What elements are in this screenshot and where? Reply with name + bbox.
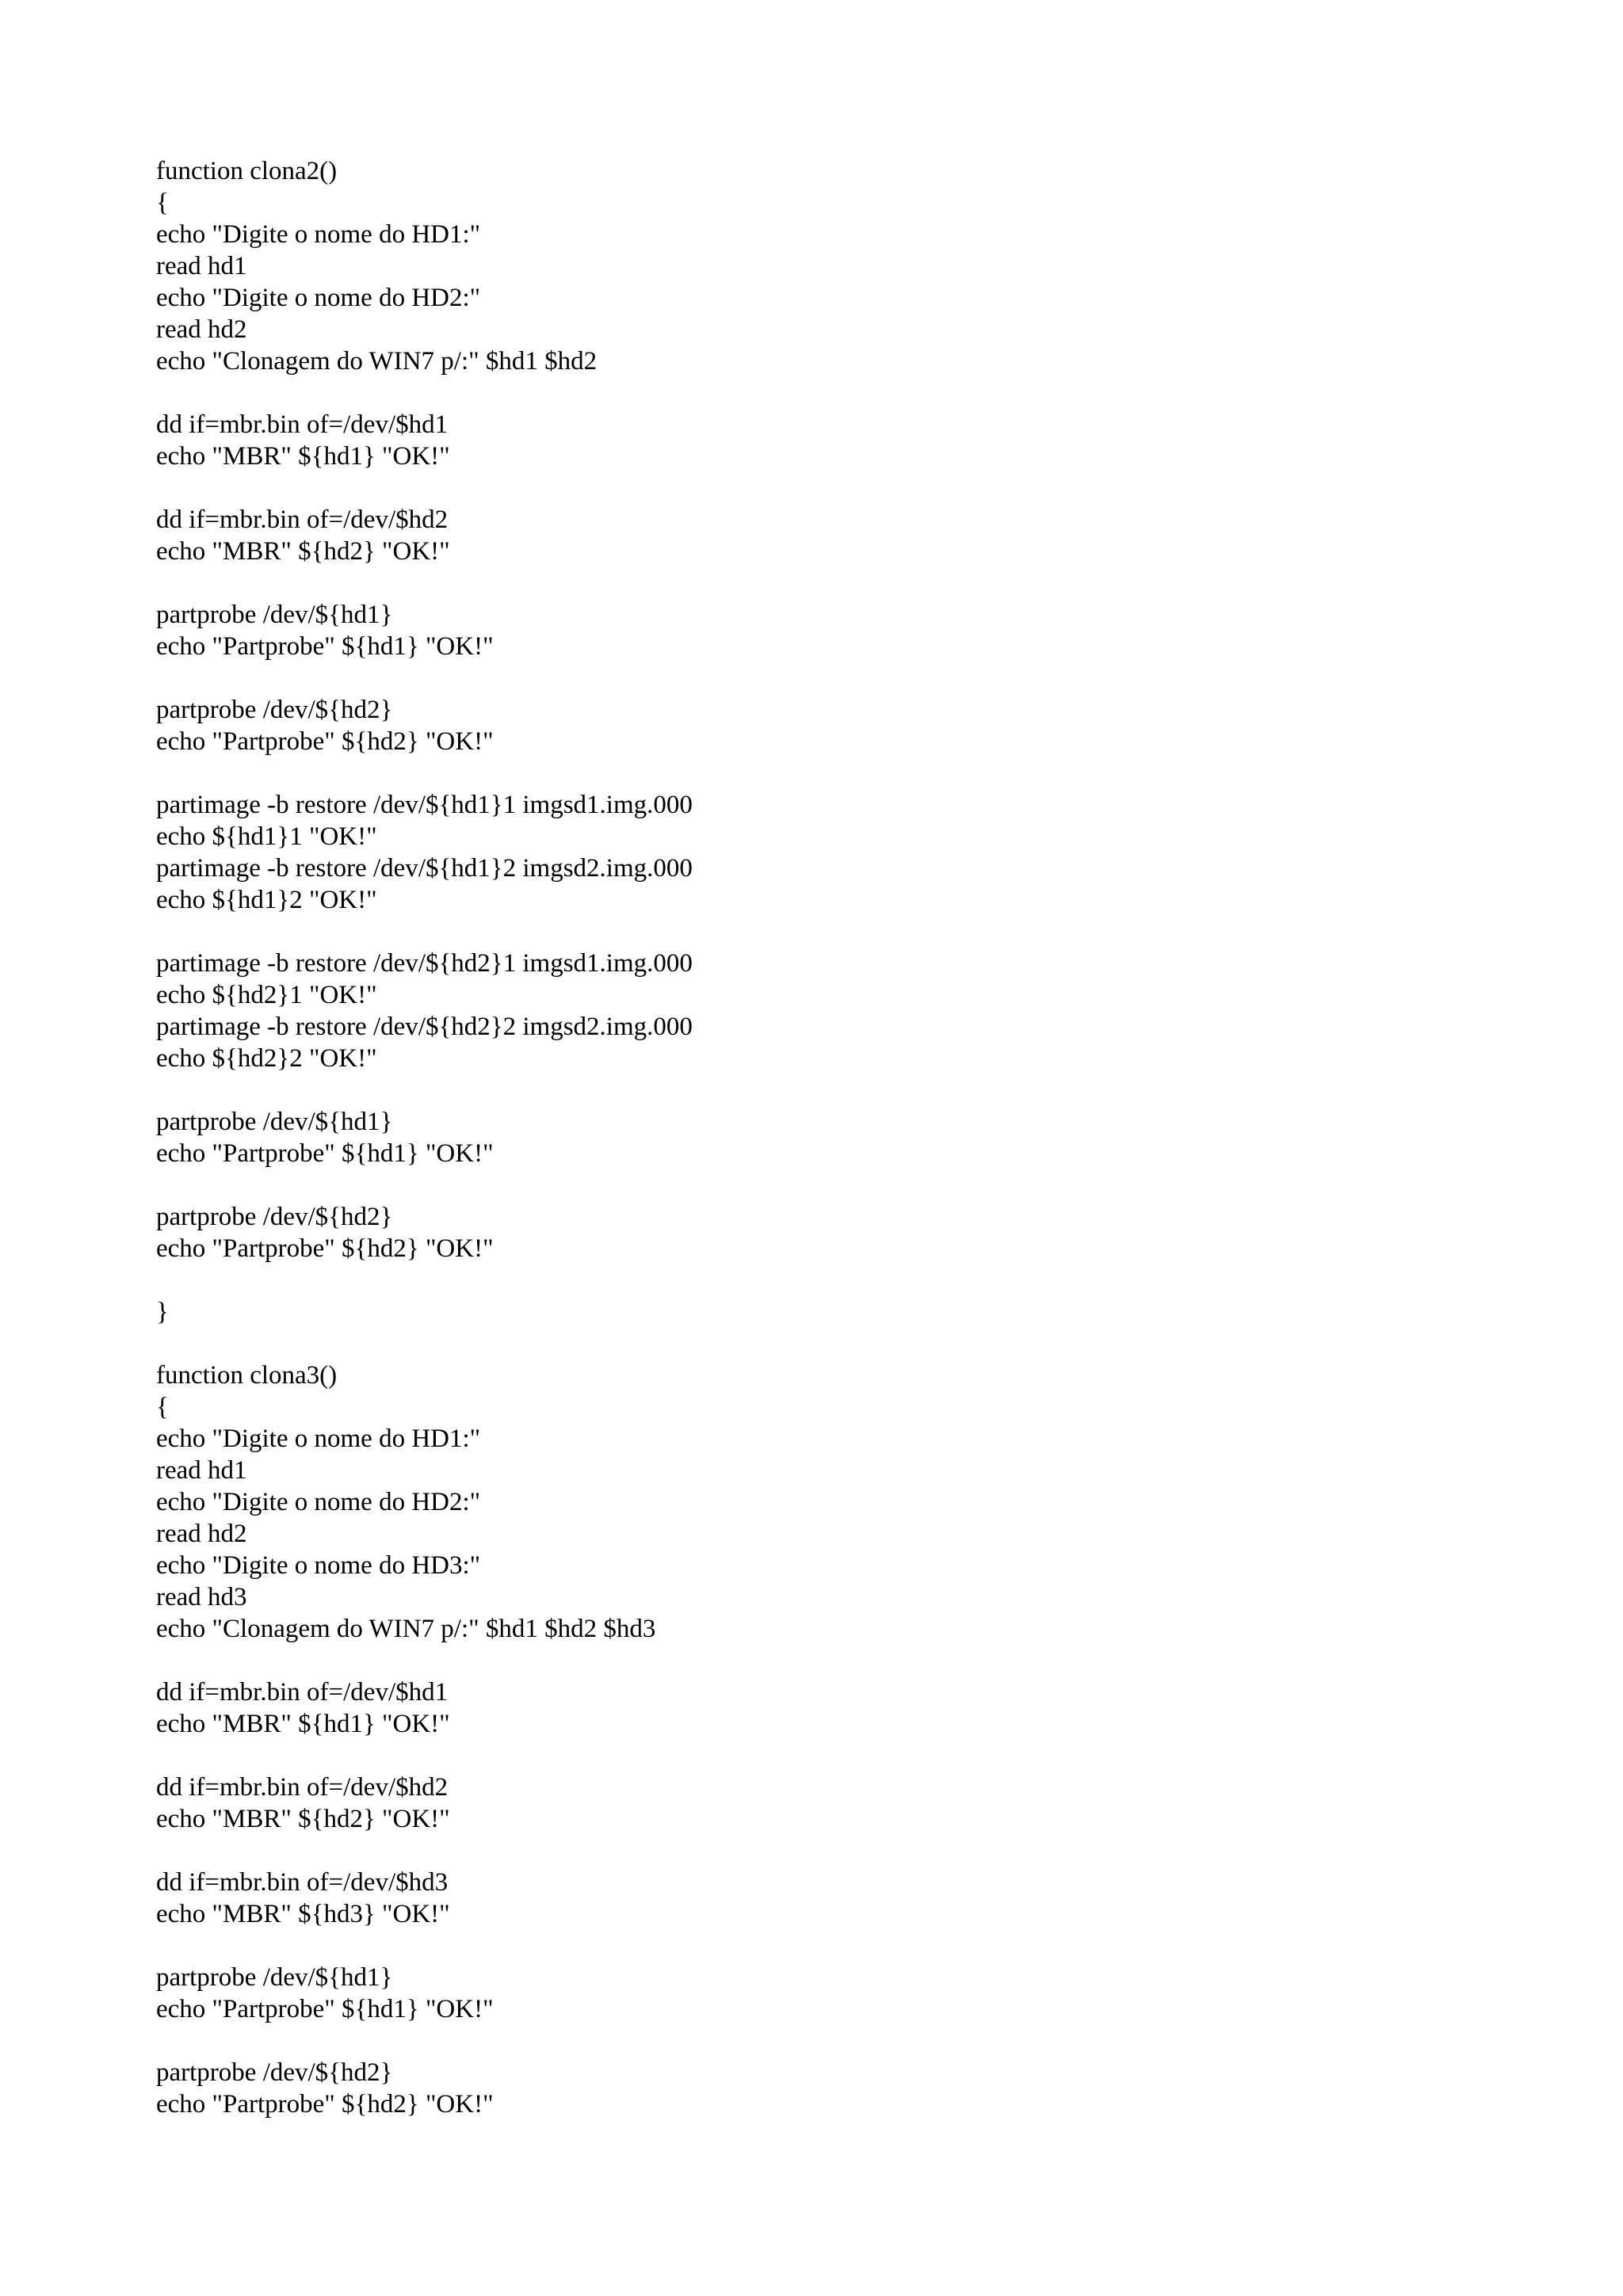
code-line: read hd1 xyxy=(156,1456,247,1485)
code-line xyxy=(156,757,693,789)
code-line xyxy=(156,1740,693,1772)
code-line: partimage -b restore /dev/${hd1}2 imgsd2.img.000 xyxy=(156,854,693,883)
code-line xyxy=(156,2025,693,2057)
code-line: echo ${hd1}1 "OK!" xyxy=(156,822,377,851)
code-line: partprobe /dev/${hd1} xyxy=(156,601,393,629)
code-line: } xyxy=(156,1298,169,1326)
code-line: function clona2() xyxy=(156,157,338,185)
code-line: read hd1 xyxy=(156,252,247,280)
code-line: echo ${hd1}2 "OK!" xyxy=(156,886,377,914)
code-line: echo "MBR" ${hd2} "OK!" xyxy=(156,1805,450,1833)
code-line: echo "Digite o nome do HD2:" xyxy=(156,284,481,312)
code-line: { xyxy=(156,189,169,217)
code-line: dd if=mbr.bin of=/dev/$hd3 xyxy=(156,1868,449,1897)
code-line xyxy=(156,1169,693,1201)
code-line: echo "Partprobe" ${hd2} "OK!" xyxy=(156,2090,494,2119)
code-line: dd if=mbr.bin of=/dev/$hd1 xyxy=(156,410,449,439)
code-line: echo "Partprobe" ${hd2} "OK!" xyxy=(156,727,494,756)
code-line: echo "Digite o nome do HD1:" xyxy=(156,220,481,249)
code-line: partprobe /dev/${hd2} xyxy=(156,2058,393,2087)
code-line: partprobe /dev/${hd2} xyxy=(156,1203,393,1231)
code-line xyxy=(156,1645,693,1676)
code-line xyxy=(156,472,693,504)
script-text xyxy=(156,155,693,2120)
code-line: echo "Clonagem do WIN7 p/:" $hd1 $hd2 $hd3 xyxy=(156,1615,656,1643)
code-line: read hd3 xyxy=(156,1583,247,1611)
code-line: echo "Clonagem do WIN7 p/:" $hd1 $hd2 xyxy=(156,347,598,376)
code-line xyxy=(156,1835,693,1867)
code-line: dd if=mbr.bin of=/dev/$hd2 xyxy=(156,1773,449,1802)
code-line: { xyxy=(156,1393,169,1421)
code-line: partprobe /dev/${hd2} xyxy=(156,696,393,724)
code-line: echo "MBR" ${hd3} "OK!" xyxy=(156,1900,450,1928)
code-line xyxy=(156,662,693,694)
code-line: echo "MBR" ${hd1} "OK!" xyxy=(156,442,450,471)
code-line xyxy=(156,1264,693,1296)
code-line: partprobe /dev/${hd1} xyxy=(156,1108,393,1136)
code-line xyxy=(156,1074,693,1106)
code-line: echo ${hd2}1 "OK!" xyxy=(156,981,377,1009)
code-line: read hd2 xyxy=(156,1520,247,1548)
code-line xyxy=(156,377,693,409)
code-line: echo "Digite o nome do HD2:" xyxy=(156,1488,481,1516)
code-line xyxy=(156,1930,693,1962)
code-line: echo "Partprobe" ${hd1} "OK!" xyxy=(156,1139,494,1168)
code-line: echo "Partprobe" ${hd1} "OK!" xyxy=(156,1995,494,2023)
code-line: echo "MBR" ${hd1} "OK!" xyxy=(156,1710,450,1738)
code-line: echo ${hd2}2 "OK!" xyxy=(156,1044,377,1073)
code-line xyxy=(156,567,693,599)
code-line: dd if=mbr.bin of=/dev/$hd2 xyxy=(156,505,449,534)
code-line: partprobe /dev/${hd1} xyxy=(156,1963,393,1992)
code-line: echo "Digite o nome do HD1:" xyxy=(156,1425,481,1453)
code-line: echo "Partprobe" ${hd2} "OK!" xyxy=(156,1234,494,1263)
code-line: partimage -b restore /dev/${hd2}1 imgsd1.img.000 xyxy=(156,949,693,978)
code-line: function clona3() xyxy=(156,1361,338,1390)
code-line: partimage -b restore /dev/${hd1}1 imgsd1.img.000 xyxy=(156,791,693,819)
code-line: partimage -b restore /dev/${hd2}2 imgsd2.img.000 xyxy=(156,1013,693,1041)
code-line xyxy=(156,1328,693,1360)
code-line: read hd2 xyxy=(156,315,247,344)
code-line: echo "Partprobe" ${hd1} "OK!" xyxy=(156,632,494,661)
code-line xyxy=(156,916,693,948)
code-line: dd if=mbr.bin of=/dev/$hd1 xyxy=(156,1678,449,1707)
code-line: echo "Digite o nome do HD3:" xyxy=(156,1551,481,1580)
code-line: echo "MBR" ${hd2} "OK!" xyxy=(156,537,450,566)
